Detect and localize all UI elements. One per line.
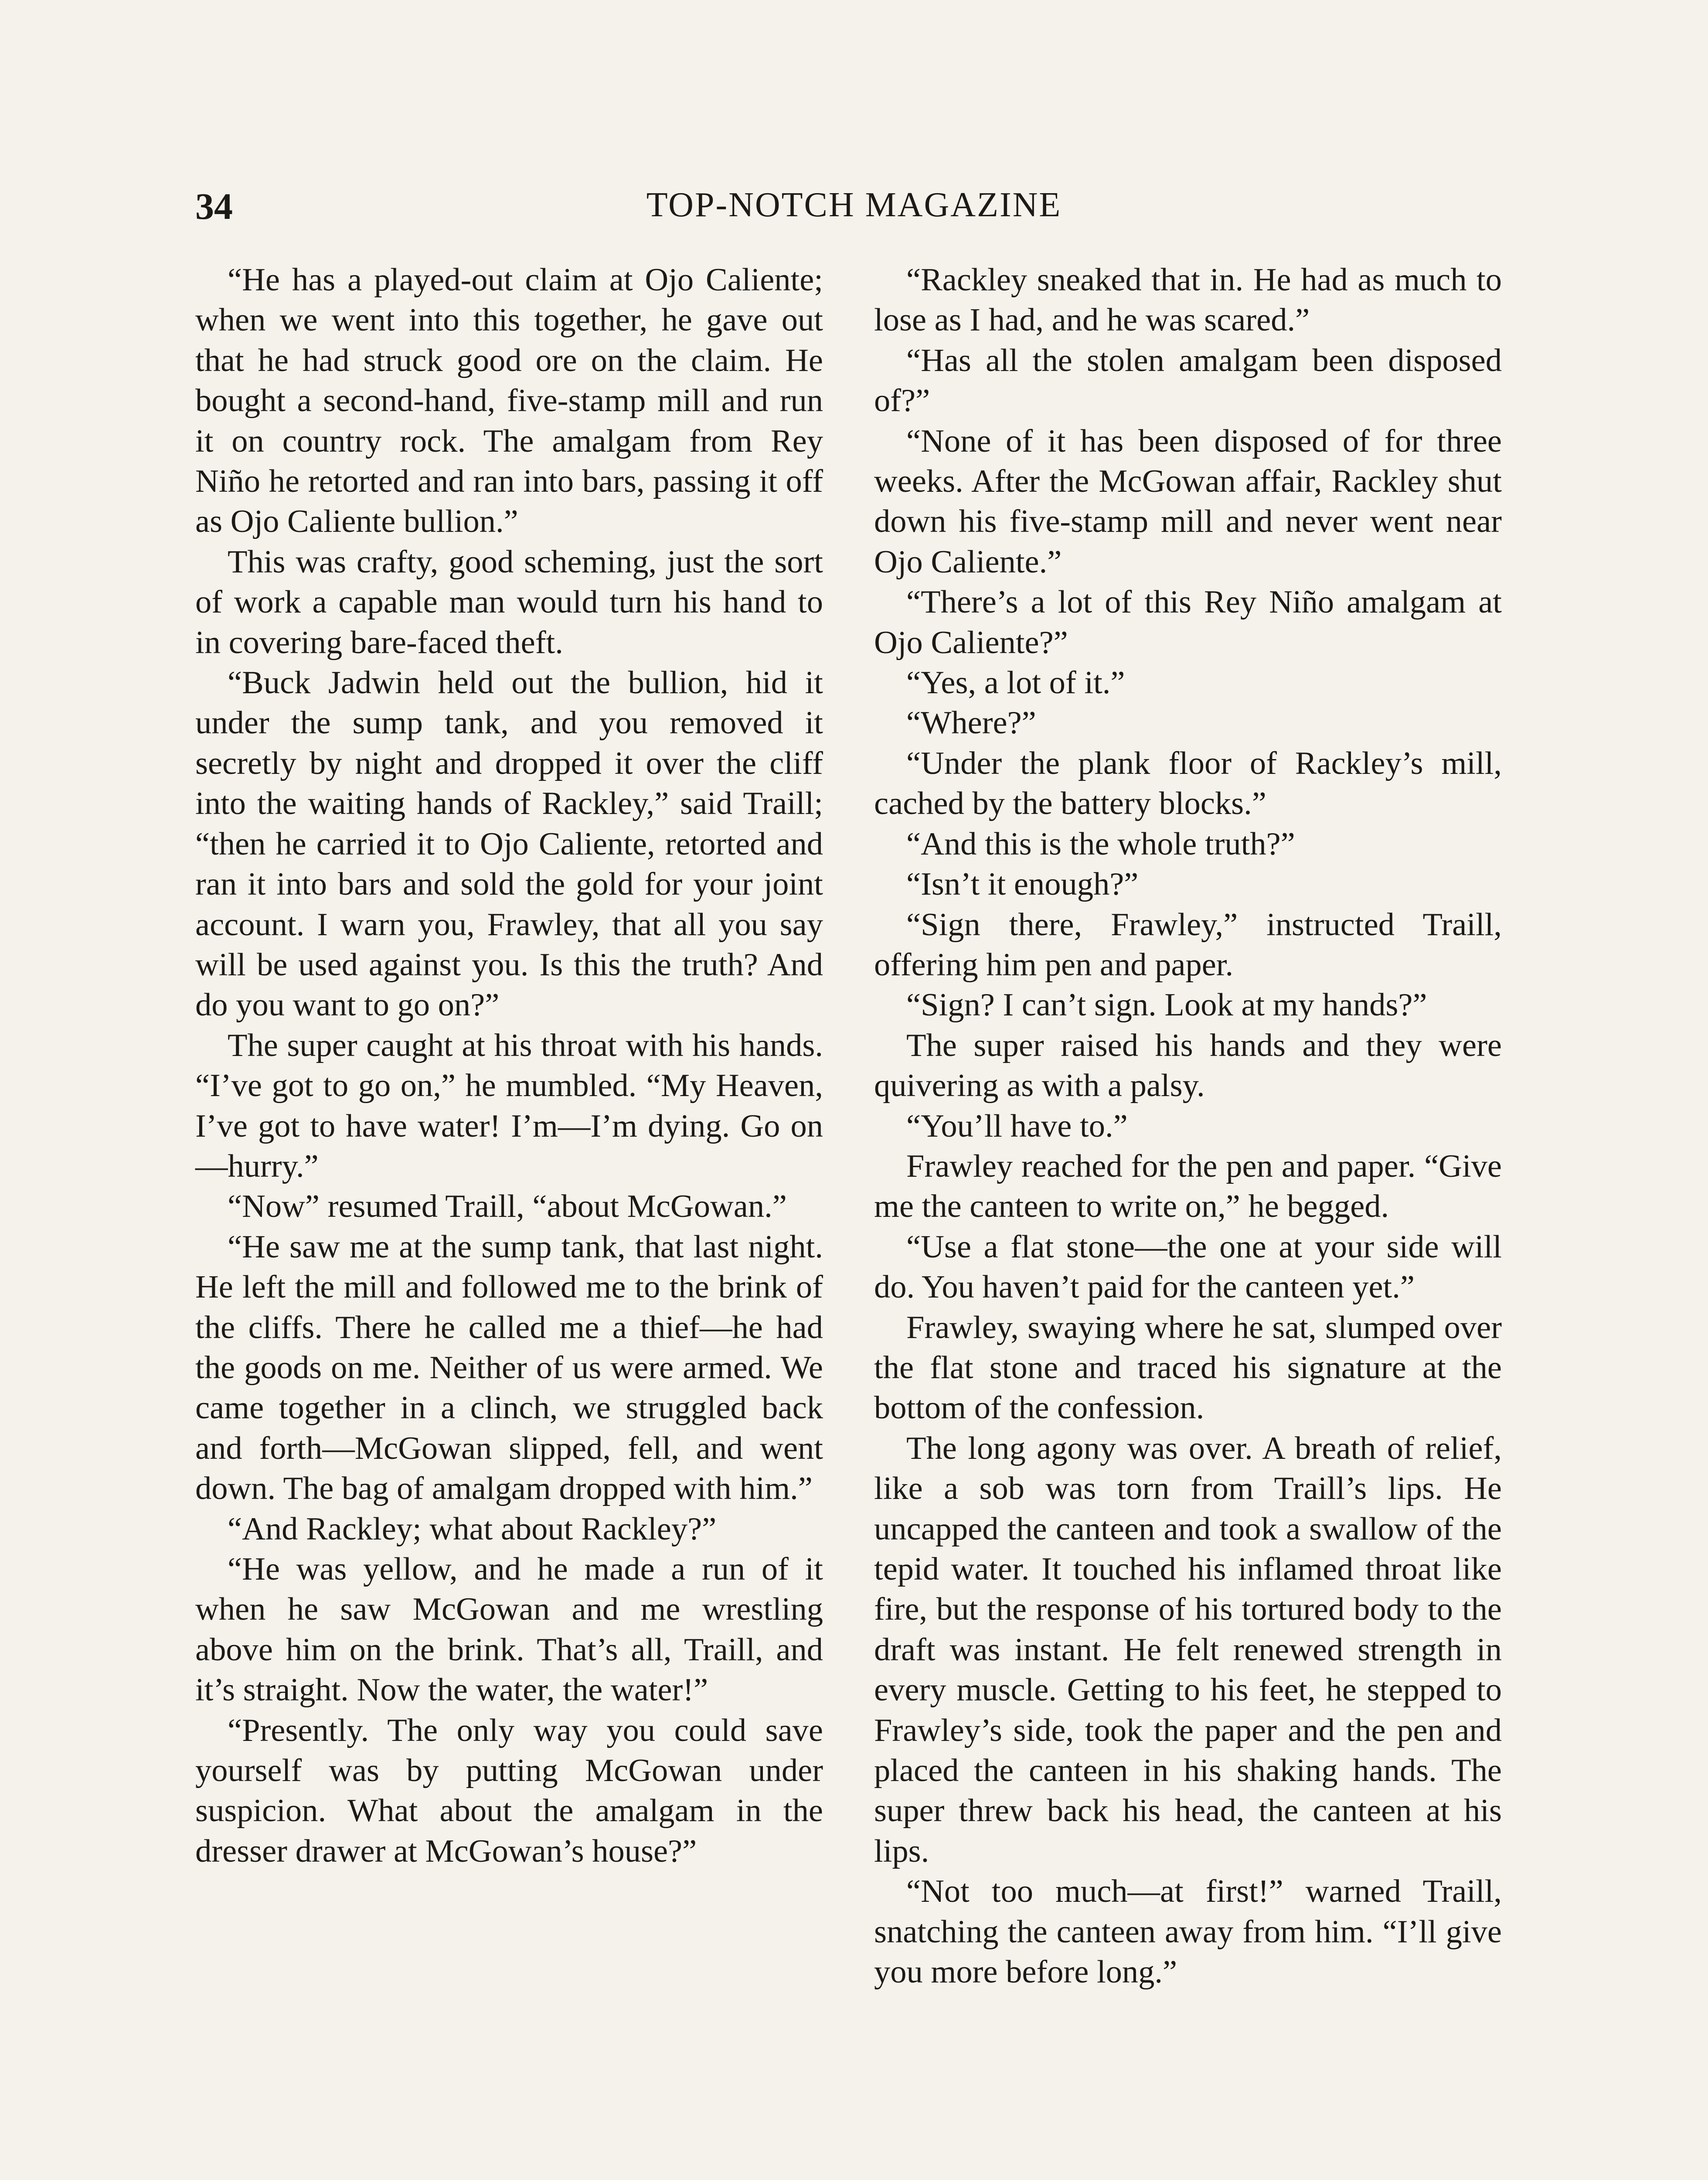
paragraph: “Sign there, Frawley,” instructed Traill, offering him pen and paper.: [874, 906, 1502, 983]
paragraph: “Has all the stolen amalgam been disposed of?”: [874, 342, 1502, 419]
paragraph: “There’s a lot of this Rey Niño amalgam at Ojo Caliente?”: [874, 584, 1502, 661]
paragraph: “Rackley sneaked that in. He had as much to lose as I had, and he was scared.”: [874, 262, 1502, 338]
paragraph: “Presently. The only way you could save yourself was by putting McGowan under suspicion. What about the amalgam in the dresser drawer at McGowan’s house?”: [195, 1712, 823, 1869]
paragraph: “You’ll have to.”: [906, 1108, 1128, 1144]
paragraph: “Sign? I can’t sign. Look at my hands?”: [906, 987, 1427, 1023]
paragraph: “Now” resumed Traill, “about McGowan.”: [228, 1189, 787, 1225]
paragraph: “Under the plank floor of Rackley’s mill, cached by the battery blocks.”: [874, 745, 1502, 822]
paragraph: “Where?”: [906, 705, 1036, 741]
paragraph: “Yes, a lot of it.”: [906, 665, 1125, 701]
paragraph: The long agony was over. A breath of relief, like a sob was torn from Traill’s lips. He uncapped the canteen and took a swallow of the tepid water. It touched his inflamed throat like fire, but the response of his tortured body to the draft was instant. He felt renewed strength in every muscle. Getting to his feet, he stepped to Frawley’s side, took the paper and the pen and placed the canteen in his shaking hands. The super threw back his head, the canteen at his lips.: [874, 1430, 1502, 1869]
page-number: 34: [195, 185, 233, 227]
paragraph: Frawley, swaying where he sat, slumped over the flat stone and traced his signature at the bottom of the confession.: [874, 1309, 1502, 1426]
running-head: TOP-NOTCH MAGAZINE: [646, 186, 1062, 224]
paragraph: “He was yellow, and he made a run of it when he saw McGowan and me wrestling above him on the brink. That’s all, Traill, and it’s straight. Now the water, the water!”: [195, 1551, 823, 1708]
paragraph: “Buck Jadwin held out the bullion, hid it under the sump tank, and you removed it secretly by night and dropped it over the cliff into the waiting hands of Rackley,” said Traill; “then he carried it to Ojo Caliente, retorted and ran it into bars and sold the gold for your joint account. I warn you, Frawley, that all you say will be used against you. Is this the truth? And do you want to go on?”: [195, 665, 823, 1023]
paragraph: The super raised his hands and they were quivering as with a palsy.: [874, 1027, 1502, 1104]
paragraph: The super caught at his throat with his hands. “I’ve got to go on,” he mumbled. “My Heaven, I’ve got to have water! I’m—I’m dying. Go on—hurry.”: [195, 1027, 823, 1184]
paragraph: “Use a flat stone—the one at your side will do. You haven’t paid for the canteen yet.”: [874, 1229, 1502, 1305]
right-column: [874, 260, 1502, 1992]
paragraph: This was crafty, good scheming, just the sort of work a capable man would turn his hand to in covering bare-faced theft.: [195, 544, 823, 661]
paragraph: “And Rackley; what about Rackley?”: [228, 1511, 717, 1547]
paragraph: “Isn’t it enough?”: [906, 866, 1139, 903]
paragraph: Frawley reached for the pen and paper. “Give me the canteen to write on,” he begged.: [874, 1148, 1502, 1225]
paragraph: “He has a played-out claim at Ojo Caliente; when we went into this together, he gave out that he had struck good ore on the claim. He bought a second-hand, five-stamp mill and run it on country rock. The amalgam from Rey Niño he retorted and ran into bars, passing it off as Ojo Caliente bullion.”: [195, 262, 823, 540]
paragraph: “None of it has been disposed of for three weeks. After the McGowan affair, Rackley shut down his five-stamp mill and never went near Ojo Caliente.”: [874, 423, 1502, 580]
paragraph: “He saw me at the sump tank, that last night. He left the mill and followed me to the brink of the cliffs. There he called me a thief—he had the goods on me. Neither of us were armed. We came together in a clinch, we struggled back and forth—McGowan slipped, fell, and went down. The bag of amalgam dropped with him.”: [195, 1229, 823, 1507]
paragraph: “And this is the whole truth?”: [906, 826, 1295, 862]
left-column: [195, 260, 823, 1871]
paragraph: “Not too much—at first!” warned Traill, snatching the canteen away from him. “I’ll give you more before long.”: [874, 1873, 1502, 1990]
